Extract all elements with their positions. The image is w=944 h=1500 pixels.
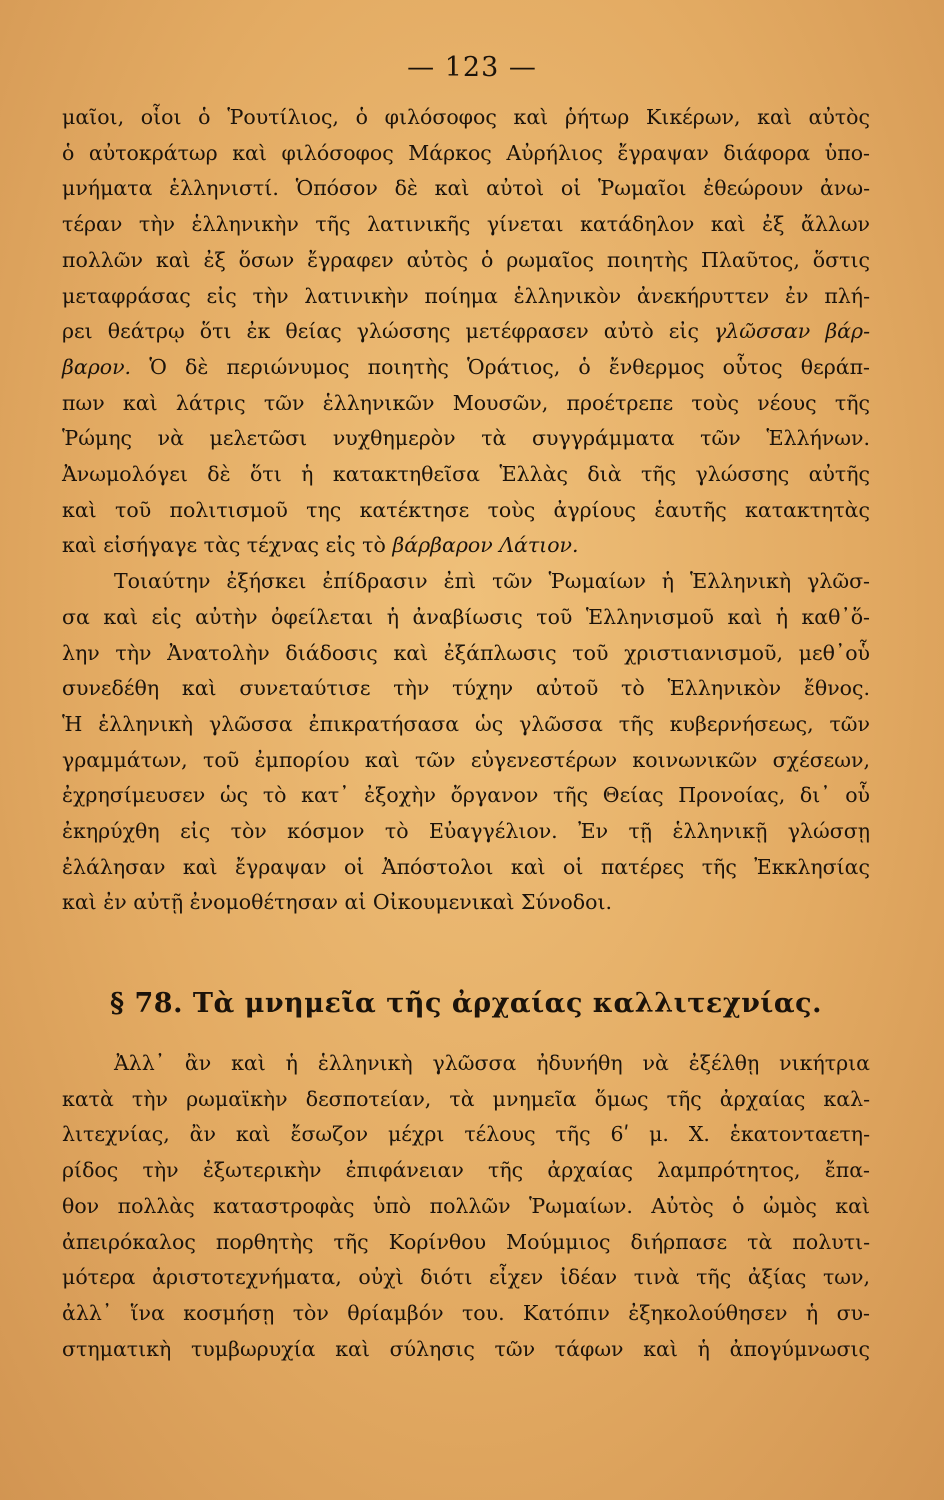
text-line: ἐκηρύχθη εἰς τὸν κόσμον τὸ Εὐαγγέλιον. Ἐν τῇ ἑλληνικῇ γλώσσῃ [62, 819, 870, 844]
text-line: στηματικὴ τυμβωρυχία καὶ σύλησις τῶν τάφων καὶ ἡ ἀπογύμνωσις [62, 1336, 870, 1361]
text-block-bottom [62, 1046, 870, 1367]
text-line: συνεδέθη καὶ συνεταύτισε τὴν τύχην αὐτοῦ τὸ Ἑλληνικὸν ἔθνος. [62, 676, 870, 701]
paragraph-1 [62, 100, 870, 564]
text-segment: Ὁ δὲ περιώνυμος ποιητὴς Ὁράτιος, ὁ ἔνθερμος οὗτος θεράπ- [149, 354, 870, 379]
text-line: τέραν τὴν ἑλληνικὴν τῆς λατινικῆς γίνεται κατάδηλον καὶ ἐξ ἄλλων [62, 212, 870, 237]
paragraph-3 [62, 1046, 870, 1367]
text-line: Τοιαύτην ἐξήσκει ἐπίδρασιν ἐπὶ τῶν Ῥωμαίων ἡ Ἑλληνικὴ γλῶσ- [114, 569, 870, 594]
text-line-with-italic [62, 528, 870, 564]
text-line: Ἀνωμολόγει δὲ ὅτι ἡ κατακτηθεῖσα Ἑλλὰς διὰ τῆς γλώσσης αὐτῆς [62, 462, 870, 487]
text-line: πων καὶ λάτρις τῶν ἑλληνικῶν Μουσῶν, προέτρεπε τοὺς νέους τῆς [62, 390, 870, 415]
text-block-top [62, 100, 870, 921]
text-line: σα καὶ εἰς αὐτὴν ὀφείλεται ἡ ἀναβίωσις τοῦ Ἑλληνισμοῦ καὶ ἡ καθ᾽ὅ- [62, 604, 870, 629]
text-line-with-italic [62, 350, 870, 386]
text-segment: ρει θεάτρῳ ὅτι ἐκ θείας γλώσσης μετέφρασεν αὐτὸ εἰς [62, 319, 699, 344]
text-line: κατὰ τὴν ρωμαϊκὴν δεσποτείαν, τὰ μνημεῖα ὅμως τῆς ἀρχαίας καλ- [62, 1086, 870, 1111]
text-line: μότερα ἀριστοτεχνήματα, οὐχὶ διότι εἶχεν ἰδέαν τινὰ τῆς ἀξίας των, [62, 1265, 870, 1290]
italic-phrase: βάρβαρον Λάτιον. [392, 533, 579, 558]
text-line: Ῥώμης νὰ μελετῶσι νυχθημερὸν τὰ συγγράμματα τῶν Ἑλλήνων. [62, 426, 870, 451]
italic-phrase: γλῶσσαν βάρ- [714, 319, 870, 344]
text-line: ἀλλ᾽ ἵνα κοσμήσῃ τὸν θρίαμβόν του. Κατόπιν ἐξηκολούθησεν ἡ συ- [62, 1300, 870, 1325]
text-line: ὁ αὐτοκράτωρ καὶ φιλόσοφος Μάρκος Αὐρήλιος ἔγραψαν διάφορα ὑπο- [62, 140, 870, 165]
text-line: θον πολλὰς καταστροφὰς ὑπὸ πολλῶν Ῥωμαίων. Αὐτὸς ὁ ὠμὸς καὶ [62, 1193, 870, 1218]
italic-phrase: βαρον. [62, 354, 132, 379]
text-line: Ἡ ἑλληνικὴ γλῶσσα ἐπικρατήσασα ὡς γλῶσσα τῆς κυβερνήσεως, τῶν [62, 711, 870, 736]
text-line: μαῖοι, οἷοι ὁ Ῥουτίλιος, ὁ φιλόσοφος καὶ ῥήτωρ Κικέρων, καὶ αὐτὸς [62, 105, 870, 129]
page-number: — 123 — [407, 52, 537, 83]
text-line: λην τὴν Ἀνατολὴν διάδοσις καὶ ἐξάπλωσις τοῦ χριστιανισμοῦ, μεθ᾽οὗ [62, 640, 870, 665]
section-heading: § 78. Τὰ μνημεῖα τῆς ἀρχαίας καλλιτεχνίας. [110, 988, 822, 1019]
text-line: ἐλάλησαν καὶ ἔγραψαν οἱ Ἀπόστολοι καὶ οἱ πατέρες τῆς Ἐκκλησίας [62, 854, 870, 879]
paragraph-2 [62, 564, 870, 921]
text-segment: καὶ εἰσήγαγε τὰς τέχνας εἰς τὸ [62, 533, 386, 558]
text-line: καὶ τοῦ πολιτισμοῦ της κατέκτησε τοὺς ἀγρίους ἑαυτῆς κατακτητὰς [62, 497, 870, 522]
text-line: ρίδος τὴν ἐξωτερικὴν ἐπιφάνειαν τῆς ἀρχαίας λαμπρότητος, ἔπα- [62, 1158, 870, 1183]
text-line: Ἀλλ᾽ ἂν καὶ ἡ ἑλληνικὴ γλῶσσα ἠδυνήθη νὰ ἐξέλθῃ νικήτρια [114, 1051, 870, 1075]
text-line: μεταφράσας εἰς τὴν λατινικὴν ποίημα ἑλληνικὸν ἀνεκήρυττεν ἐν πλή- [62, 283, 870, 308]
text-line: καὶ ἐν αὐτῇ ἐνομοθέτησαν αἱ Οἰκουμενικαὶ Σύνοδοι. [62, 890, 613, 915]
text-line: πολλῶν καὶ ἐξ ὅσων ἔγραφεν αὐτὸς ὁ ρωμαῖος ποιητὴς Πλαῦτος, ὅστις [62, 247, 870, 272]
text-line: ἐχρησίμευσεν ὡς τὸ κατ᾽ ἐξοχὴν ὄργανον τῆς Θείας Προνοίας, δι᾽ οὗ [62, 783, 870, 808]
text-line: ἀπειρόκαλος πορθητὴς τῆς Κορίνθου Μούμμιος διήρπασε τὰ πολυτι- [62, 1229, 870, 1254]
text-line: λιτεχνίας, ἂν καὶ ἔσωζον μέχρι τέλους τῆς 6ʹ μ. Χ. ἑκατονταετη- [62, 1122, 870, 1147]
text-line-with-italic [62, 314, 870, 350]
text-line: μνήματα ἑλληνιστί. Ὁπόσον δὲ καὶ αὐτοὶ οἱ Ῥωμαῖοι ἐθεώρουν ἀνω- [62, 176, 870, 201]
text-line: γραμμάτων, τοῦ ἐμπορίου καὶ τῶν εὐγενεστέρων κοινωνικῶν σχέσεων, [62, 747, 870, 772]
